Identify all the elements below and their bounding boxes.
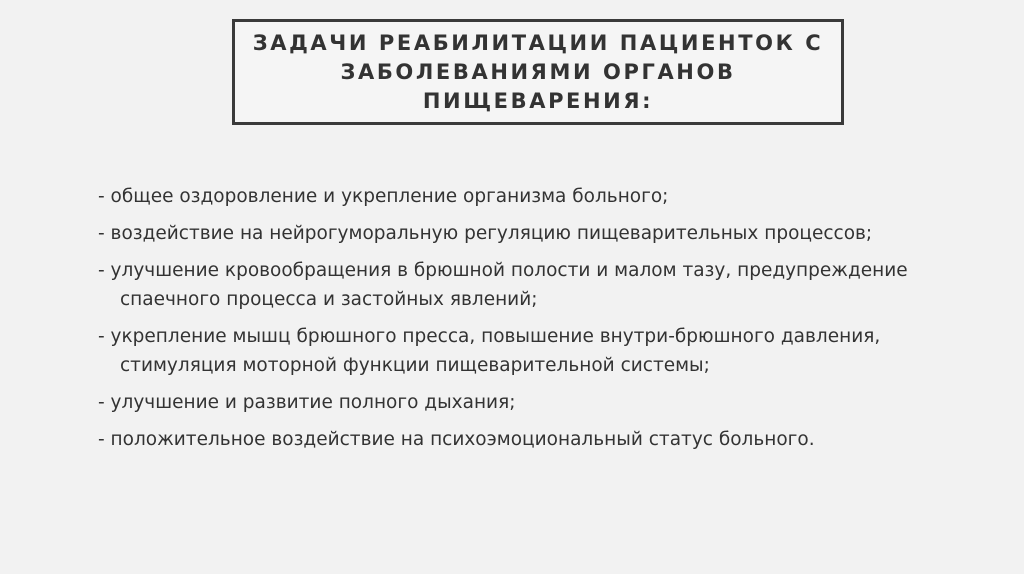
list-item: - положительное воздействие на психоэмоциональный статус больного. (98, 429, 815, 450)
slide-title: ЗАДАЧИ РЕАБИЛИТАЦИИ ПАЦИЕНТОК С ЗАБОЛЕВАНИЯМИ ОРГАНОВ ПИЩЕВАРЕНИЯ: (252, 30, 824, 113)
task-list (98, 182, 978, 462)
list-item: - улучшение кровообращения в брюшной полости и малом тазу, предупреждение спаечного процесса и застойных явлений; (98, 260, 908, 310)
list-item: - укрепление мышц брюшного пресса, повышение внутри-брюшного давления, стимуляция моторной функции пищеварительной системы; (98, 326, 881, 376)
list-item: - воздействие на нейрогуморальную регуляцию пищеварительных процессов; (98, 223, 873, 244)
list-item: - улучшение и развитие полного дыхания; (98, 392, 516, 413)
title-box (232, 19, 844, 125)
list-item: - общее оздоровление и укрепление организма больного; (98, 186, 669, 207)
